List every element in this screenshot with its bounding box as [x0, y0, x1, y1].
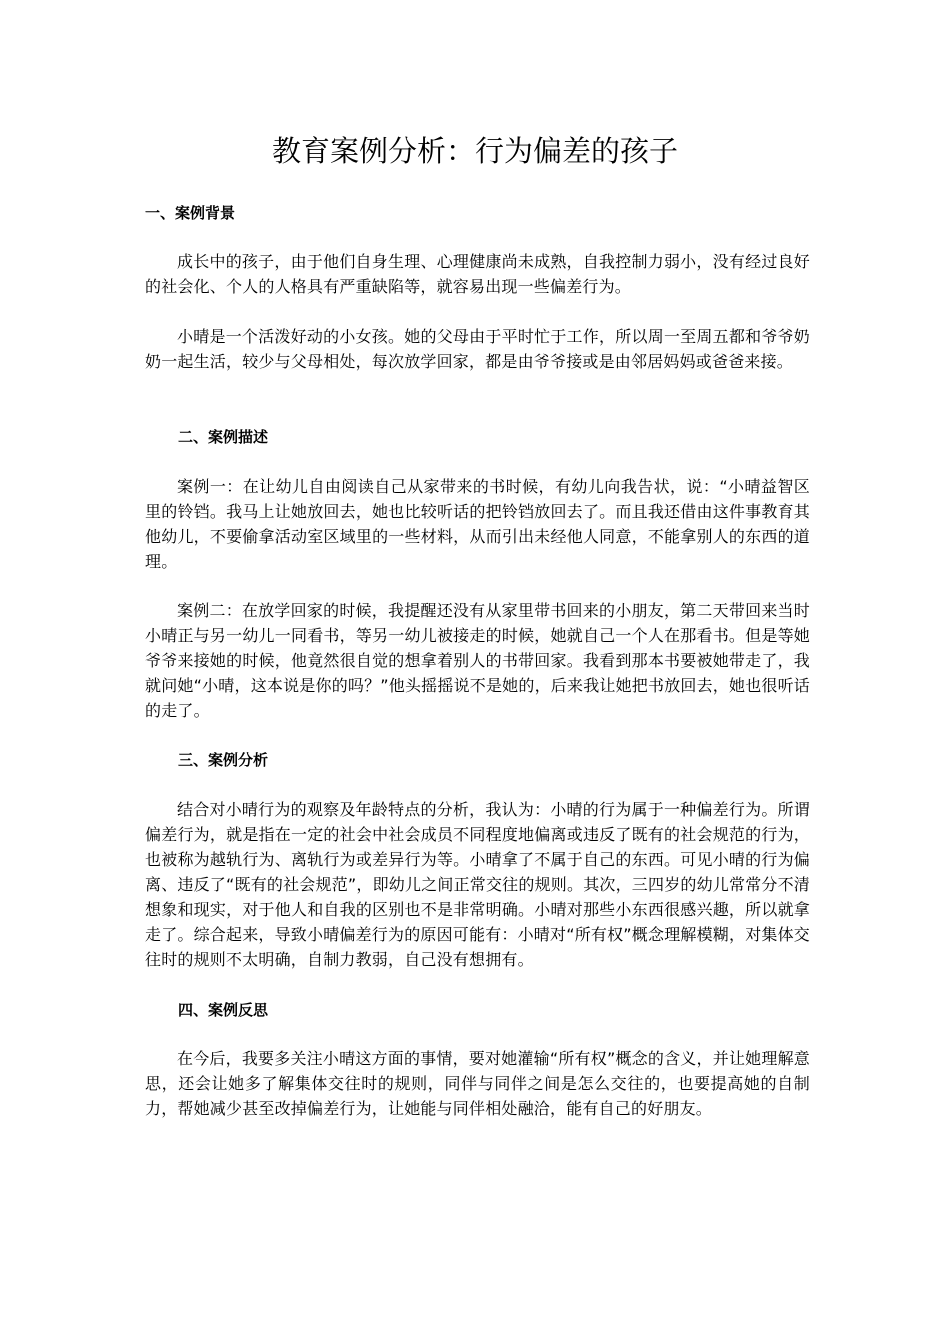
paragraph: 结合对小晴行为的观察及年龄特点的分析，我认为：小晴的行为属于一种偏差行为。所谓偏差行为，就是指在一定的社会中社会成员不同程度地偏离或违反了既有的社会规范的行为，也被称为越轨行为、离轨行为或差异行为等。小晴拿了不属于自己的东西。可见小晴的行为偏离、违反了“既有的社会规范”，即幼儿之间正常交往的规则。其次，三四岁的幼儿常常分不清想象和现实，对于他人和自我的区别也不是非常明确。小晴对那些小东西很感兴趣，所以就拿走了。综合起来，导致小晴偏差行为的原因可能有：小晴对“所有权”概念理解模糊，对集体交往时的规则不太明确，自制力教弱，自己没有想拥有。	[145, 800, 810, 969]
paragraph: 成长中的孩子，由于他们自身生理、心理健康尚未成熟，自我控制力弱小，没有经过良好的社会化、个人的人格具有严重缺陷等，就容易出现一些偏差行为。	[145, 252, 810, 296]
section-heading-reflection: 四、案例反思	[178, 1001, 269, 1019]
paragraph: 案例二：在放学回家的时候，我提醒还没有从家里带书回来的小朋友，第二天带回来当时小晴正与另一幼儿一同看书，等另一幼儿被接走的时候，她就自己一个人在那看书。但是等她爷爷来接她的时候，他竟然很自觉的想拿着别人的书带回家。我看到那本书要被她带走了，我就问她“小晴，这本说是你的吗？”他头摇摇说不是她的，后来我让她把书放回去，她也很听话的走了。	[145, 601, 810, 720]
paragraph: 小晴是一个活泼好动的小女孩。她的父母由于平时忙于工作，所以周一至周五都和爷爷奶奶一起生活，较少与父母相处，每次放学回家，都是由爷爷接或是由邻居妈妈或爸爸来接。	[145, 327, 810, 371]
section-heading-background: 一、案例背景	[145, 204, 236, 222]
document-title: 教育案例分析：行为偏差的孩子	[271, 134, 678, 168]
paragraph: 案例一：在让幼儿自由阅读自己从家带来的书时候，有幼儿向我告状，说：“小晴益智区里的铃铛。我马上让她放回去，她也比较听话的把铃铛放回去了。而且我还借由这件事教育其他幼儿，不要偷拿活动室区域里的一些材料，从而引出未经他人同意，不能拿别人的东西的道理。	[145, 477, 810, 571]
section-heading-description: 二、案例描述	[178, 428, 269, 446]
paragraph: 在今后，我要多关注小晴这方面的事情，要对她灌输“所有权”概念的含义，并让她理解意思，还会让她多了解集体交往时的规则，同伴与同伴之间是怎么交往的，也要提高她的自制力，帮她减少甚至改掉偏差行为，让她能与同伴相处融洽，能有自己的好朋友。	[145, 1049, 810, 1118]
section-heading-analysis: 三、案例分析	[178, 751, 269, 769]
